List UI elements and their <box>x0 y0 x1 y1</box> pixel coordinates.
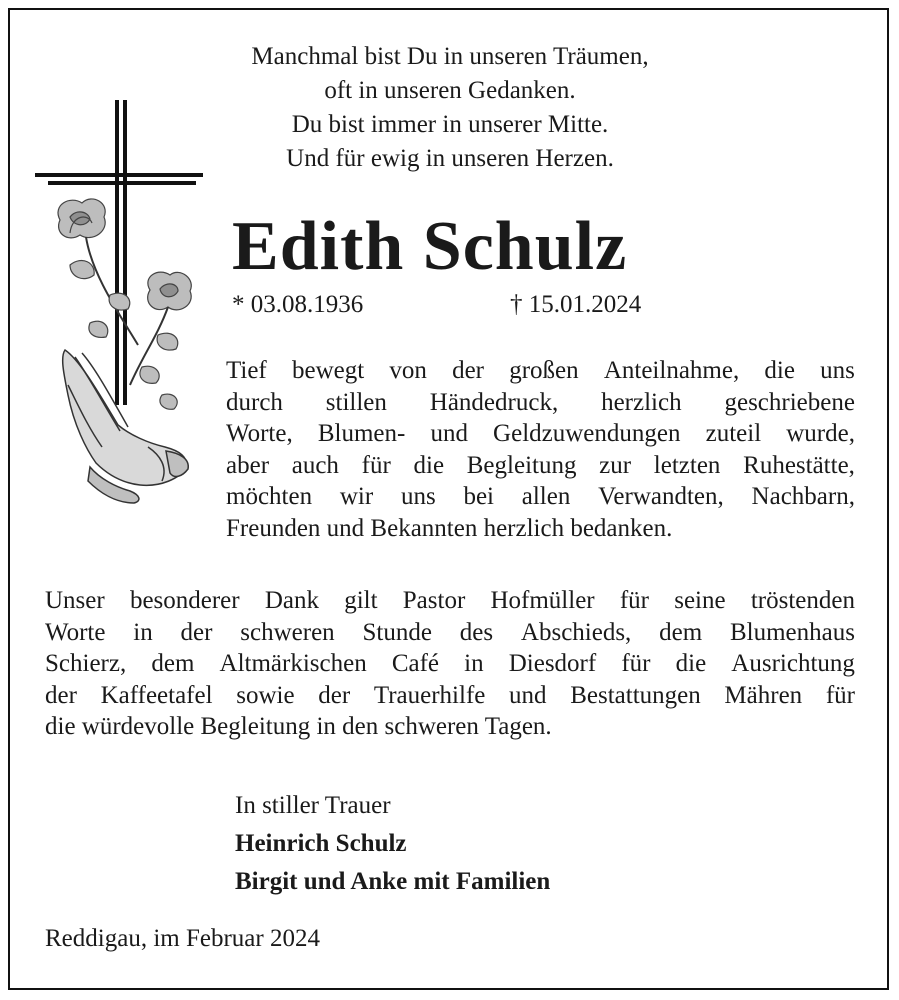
poem-line: Du bist immer in unserer Mitte. <box>291 111 609 138</box>
text-line: Unser besonderer Dank gilt Pastor Hofmüller für seine tröstenden <box>45 587 855 614</box>
text-line: durch stillen Händedruck, herzlich geschriebene <box>226 388 855 416</box>
thanks-paragraph-1 <box>226 355 855 544</box>
poem <box>150 40 750 176</box>
poem-line: Manchmal bist Du in unseren Träumen, <box>251 43 649 70</box>
text-line: Worte in der schweren Stunde des Abschieds, dem Blumenhaus <box>45 618 855 646</box>
thanks-paragraph-2 <box>45 585 855 743</box>
life-dates <box>232 290 642 320</box>
poem-line: oft in unseren Gedanken. <box>324 77 576 104</box>
text-line: möchten wir uns bei allen Verwandten, Nachbarn, <box>226 483 855 510</box>
text-line: Tief bewegt von der großen Anteilnahme, die uns <box>226 357 855 384</box>
text-line: aber auch für die Begleitung zur letzten Ruhestätte, <box>226 451 855 479</box>
poem-line: Und für ewig in unseren Herzen. <box>286 145 614 172</box>
signature-intro: In stiller Trauer <box>235 792 391 819</box>
deceased-name: Edith Schulz <box>232 208 628 285</box>
signature-name: Birgit und Anke mit Familien <box>235 868 551 895</box>
signature-name: Heinrich Schulz <box>235 830 407 857</box>
death-date: † 15.01.2024 <box>510 291 642 318</box>
birth-date: * 03.08.1936 <box>232 291 364 318</box>
cross-icon <box>35 100 203 405</box>
text-line: der Kaffeetafel sowie der Trauerhilfe und Bestattungen Mähren für <box>45 681 855 709</box>
text-line: Worte, Blumen- und Geldzuwendungen zuteil wurde, <box>226 420 855 447</box>
signature-block <box>235 787 550 901</box>
text-line: Freunden und Bekannten herzlich bedanken. <box>226 514 673 542</box>
memorial-artwork <box>30 95 210 505</box>
place-and-date: Reddigau, im Februar 2024 <box>45 925 320 952</box>
text-line: die würdevolle Begleitung in den schweren Tagen. <box>45 713 552 740</box>
text-line: Schierz, dem Altmärkischen Café in Diesdorf für die Ausrichtung <box>45 650 855 677</box>
